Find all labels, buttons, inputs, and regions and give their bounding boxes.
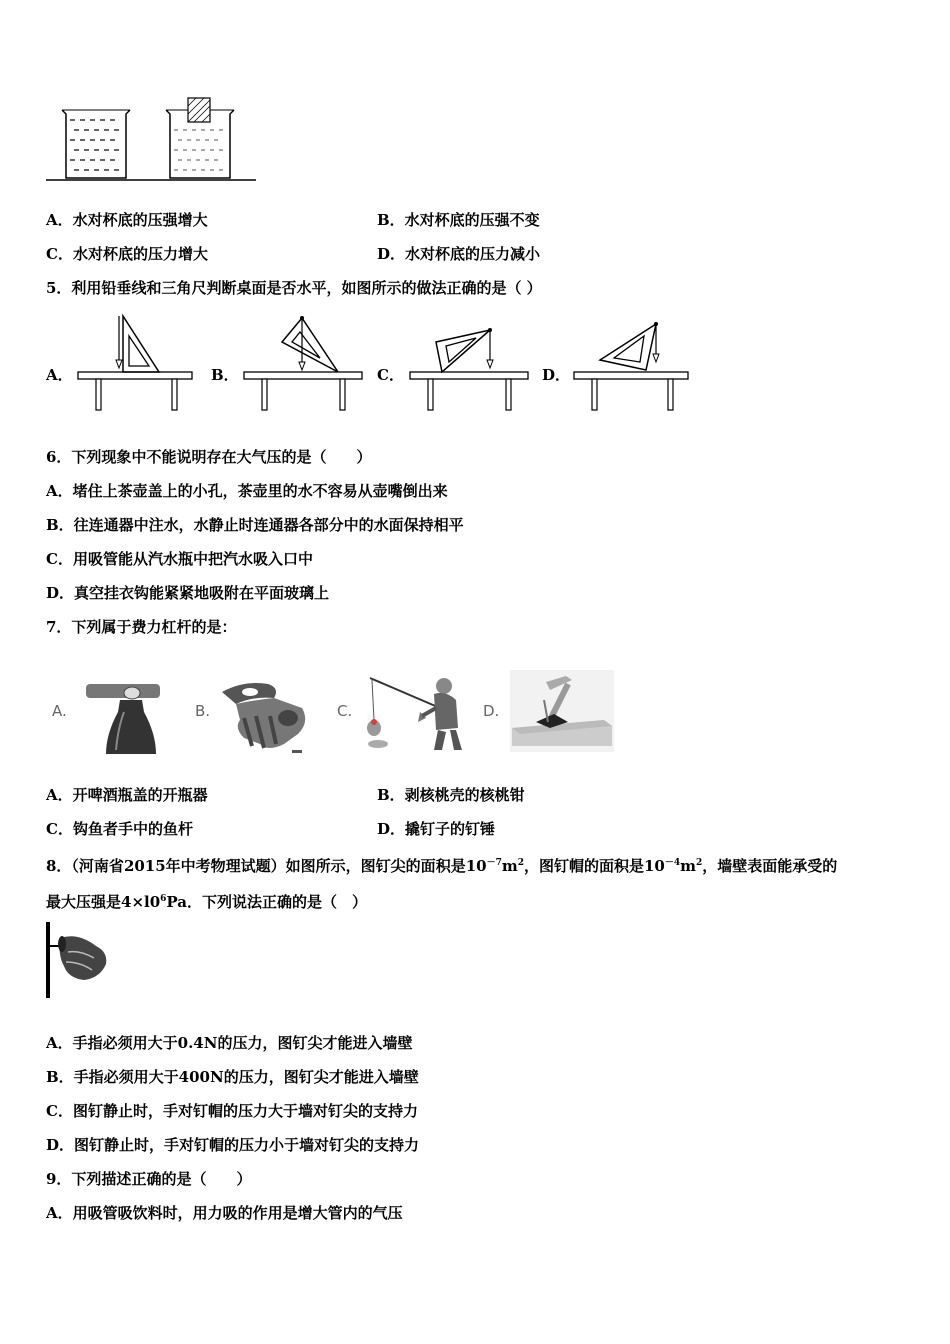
q9-option-a: A．用吸管吸饮料时，用力吸的作用是增大管内的气压	[46, 1204, 403, 1222]
q9-stem: 9．下列描述正确的是（ ）	[46, 1170, 252, 1188]
table-triangle-figure-d	[572, 312, 696, 412]
q7-option-b: B．剥核桃壳的核桃钳	[377, 786, 525, 804]
q7-option-d: D．撬钉子的钉锤	[377, 820, 496, 838]
q5-label-a: A．	[46, 366, 73, 384]
q4-option-a: A．水对杯底的压强增大	[46, 211, 208, 229]
fishing-rod-picture	[360, 672, 472, 754]
q5-stem: 5．利用铅垂线和三角尺判断桌面是否水平，如图所示的做法正确的是（ ）	[46, 279, 542, 297]
q4-option-c: C．水对杯底的压力增大	[46, 245, 208, 263]
q5-label-d: D．	[542, 366, 571, 384]
q5-label-c: C．	[377, 366, 404, 384]
q7-option-c: C．钩鱼者手中的鱼杆	[46, 820, 193, 838]
q4-option-b: B．水对杯底的压强不变	[377, 211, 540, 229]
q6-option-b: B．往连通器中注水，水静止时连通器各部分中的水面保持相平	[46, 516, 464, 534]
beakers-figure	[44, 96, 258, 184]
q8-option-a: A．手指必须用大于0.4N的压力，图钉尖才能进入墙壁	[46, 1034, 413, 1052]
q7-option-a: A．开啤酒瓶盖的开瓶器	[46, 786, 208, 804]
nutcracker-picture	[214, 678, 314, 758]
q5-label-b: B．	[211, 366, 239, 384]
q6-option-a: A．堵住上茶壶盖上的小孔，茶壶里的水不容易从壶嘴倒出来	[46, 482, 448, 500]
q6-option-d: D．真空挂衣钩能紧紧地吸附在平面玻璃上	[46, 584, 330, 602]
q7-pic-label-b: B.	[195, 702, 211, 720]
q8-option-b: B．手指必须用大于400N的压力，图钉尖才能进入墙壁	[46, 1068, 419, 1086]
q6-option-c: C．用吸管能从汽水瓶中把汽水吸入口中	[46, 550, 313, 568]
q7-stem: 7．下列属于费力杠杆的是：	[46, 618, 237, 636]
bottle-opener-picture	[84, 678, 168, 756]
q4-option-d: D．水对杯底的压力减小	[377, 245, 541, 263]
claw-hammer-picture	[510, 670, 614, 752]
q8-option-d: D．图钉静止时，手对钉帽的压力小于墙对钉尖的支持力	[46, 1136, 420, 1154]
table-triangle-figure-c	[408, 312, 532, 412]
q8-stem-line2: 最大压强是$4\times l0^6Pa$．下列说法正确的是（ ）	[46, 893, 368, 911]
q8-stem-line1: 8．（河南省2015年中考物理试题）如图所示，图钉尖的面积是$10^{-7}m^2$，图钉帽的面积是$10^{-4}m^2$，墙壁表面能承受的	[46, 857, 838, 875]
q8-option-c: C．图钉静止时，手对钉帽的压力大于墙对钉尖的支持力	[46, 1102, 418, 1120]
thumbtack-wall-picture	[44, 920, 114, 1002]
table-triangle-figure-a	[76, 312, 196, 412]
q6-stem: 6．下列现象中不能说明存在大气压的是（ ）	[46, 448, 372, 466]
table-triangle-figure-b	[242, 312, 366, 412]
q7-pic-label-c: C.	[337, 702, 353, 720]
q7-pic-label-a: A.	[52, 702, 67, 720]
q7-pic-label-d: D.	[483, 702, 500, 720]
